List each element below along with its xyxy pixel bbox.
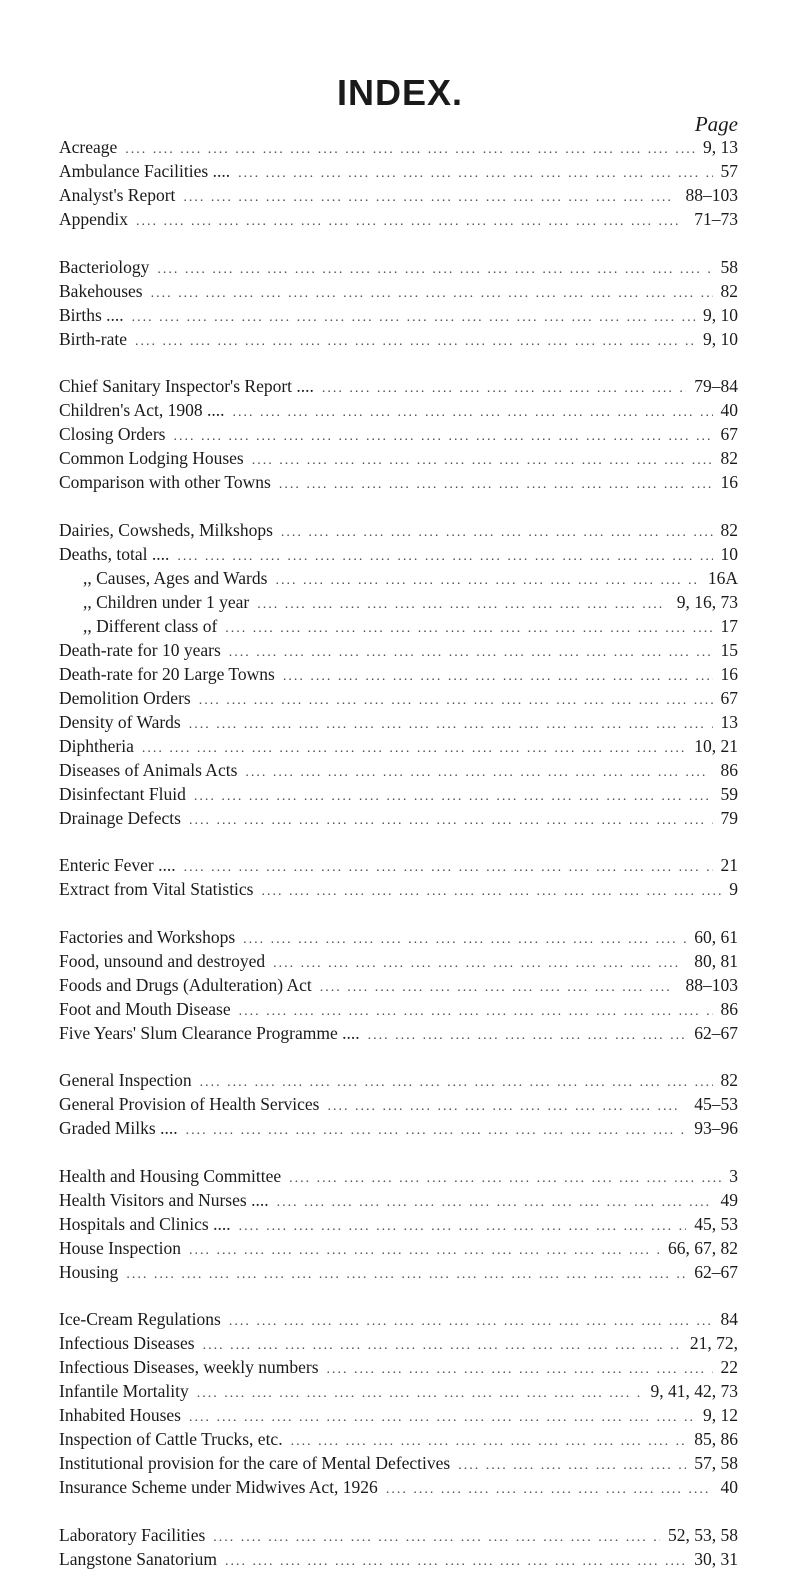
entry-label: Inhabited Houses — [59, 1405, 181, 1425]
index-entry — [59, 734, 738, 758]
dot-leader — [386, 1478, 713, 1499]
dot-leader — [262, 880, 722, 901]
index-entry — [59, 686, 738, 710]
index-entry — [59, 662, 738, 686]
index-group — [59, 1068, 738, 1140]
index-entry — [59, 470, 738, 494]
dot-leader — [279, 473, 713, 494]
entry-pages: 82 — [720, 448, 738, 468]
index-entry — [59, 159, 738, 183]
index-entry — [59, 1260, 738, 1284]
entry-label: Langstone Sanatorium — [59, 1548, 217, 1569]
dot-leader — [327, 1095, 686, 1116]
entry-label: Hospitals and Clinics .... — [59, 1213, 231, 1234]
entry-label: Health Visitors and Nurses .... — [59, 1189, 269, 1210]
entry-pages: 13 — [720, 711, 738, 732]
entry-label: Inspection of Cattle Trucks, etc. — [59, 1429, 283, 1449]
entry-pages: 9, 10 — [703, 328, 738, 349]
entry-label: Demolition Orders — [59, 687, 191, 708]
entry-label: Factories and Workshops — [59, 926, 236, 947]
index-entry — [59, 782, 738, 806]
entry-label: Graded Milks .... — [59, 1118, 178, 1138]
index-entry — [59, 542, 738, 566]
index-list — [59, 135, 738, 1594]
entry-label: Deaths, total .... — [59, 543, 170, 564]
entry-label: House Inspection — [59, 1237, 181, 1258]
entry-label: Bakehouses — [59, 280, 143, 301]
dot-leader — [189, 809, 713, 830]
entry-pages: 67 — [720, 687, 738, 708]
dot-leader — [136, 210, 686, 231]
entry-label: Bacteriology — [59, 256, 150, 277]
entry-label: Comparison with other Towns — [59, 472, 271, 492]
index-entry — [59, 135, 738, 159]
dot-leader — [132, 306, 695, 327]
entry-label: ,, Causes, Ages and Wards — [83, 567, 268, 588]
dot-leader — [257, 593, 669, 614]
dot-leader — [243, 928, 686, 949]
dot-leader — [238, 162, 712, 183]
entry-pages: 82 — [720, 280, 738, 301]
entry-pages: 16 — [720, 663, 738, 684]
entry-pages: 79 — [720, 807, 738, 828]
entry-label: Infantile Mortality — [59, 1381, 189, 1401]
index-entry — [59, 1116, 738, 1140]
index-entry — [59, 255, 738, 279]
dot-leader — [197, 1382, 643, 1403]
entry-label: Death-rate for 20 Large Towns — [59, 663, 275, 684]
dot-leader — [213, 1526, 660, 1547]
index-group — [59, 518, 738, 830]
dot-leader — [183, 186, 677, 207]
index-entry — [59, 614, 738, 638]
index-entry — [59, 398, 738, 422]
entry-pages: 45–53 — [694, 1094, 738, 1114]
entry-label: Foods and Drugs (Adulteration) Act — [59, 974, 312, 995]
entry-pages: 10, 21 — [694, 735, 738, 756]
index-entry — [59, 1092, 738, 1116]
index-entry — [59, 446, 738, 470]
dot-leader — [239, 1215, 687, 1236]
dot-leader — [126, 1263, 686, 1284]
entry-label: Institutional provision for the care of Mental Defectives — [59, 1453, 451, 1473]
entry-pages: 62–67 — [694, 1022, 738, 1043]
entry-label: Infectious Diseases, weekly numbers — [59, 1357, 319, 1377]
dot-leader — [200, 1071, 713, 1092]
entry-label: Dairies, Cowsheds, Milkshops — [59, 519, 273, 540]
index-group — [59, 374, 738, 494]
entry-label: Laboratory Facilities — [59, 1524, 206, 1545]
index-entry — [59, 806, 738, 830]
index-entry — [59, 1475, 738, 1499]
index-entry — [59, 422, 738, 446]
entry-pages: 59 — [720, 783, 738, 804]
entry-pages: 84 — [720, 1309, 738, 1329]
dot-leader — [125, 138, 695, 159]
entry-pages: 52, 53, 58 — [668, 1524, 738, 1545]
index-entry — [59, 997, 738, 1021]
index-entry — [59, 374, 738, 398]
dot-leader — [184, 856, 713, 877]
dot-leader — [320, 976, 678, 997]
index-entry — [59, 566, 738, 590]
entry-label: Diseases of Animals Acts — [59, 759, 238, 780]
page-title: INDEX. — [336, 72, 464, 113]
entry-pages: 10 — [720, 543, 738, 564]
dot-leader — [273, 952, 686, 973]
index-entry — [59, 1403, 738, 1427]
index-group — [59, 1307, 738, 1499]
index-entry — [59, 1188, 738, 1212]
entry-pages: 86 — [720, 998, 738, 1019]
dot-leader — [239, 1000, 713, 1021]
entry-pages: 9, 12 — [703, 1405, 738, 1425]
dot-leader — [142, 737, 686, 758]
index-entry — [59, 1307, 738, 1331]
dot-leader — [283, 665, 713, 686]
entry-pages: 66, 67, 82 — [668, 1237, 738, 1258]
index-entry — [59, 1331, 738, 1355]
dot-leader — [281, 521, 713, 542]
entry-pages: 82 — [720, 519, 738, 540]
dot-leader — [277, 1191, 713, 1212]
dot-leader — [151, 282, 713, 303]
entry-label: Five Years' Slum Clearance Programme .... — [59, 1022, 360, 1043]
dot-leader — [327, 1358, 713, 1379]
entry-pages: 88–103 — [685, 185, 738, 205]
dot-leader — [322, 377, 686, 398]
index-entry — [59, 925, 738, 949]
dot-leader — [458, 1454, 686, 1475]
entry-label: Density of Wards — [59, 711, 181, 732]
entry-label: Insurance Scheme under Midwives Act, 1926 — [59, 1477, 378, 1497]
entry-pages: 49 — [720, 1189, 738, 1210]
index-group — [59, 135, 738, 231]
dot-leader — [291, 1430, 687, 1451]
entry-pages: 40 — [720, 1477, 738, 1497]
entry-label: Closing Orders — [59, 424, 166, 444]
dot-leader — [252, 449, 713, 470]
entry-pages: 17 — [720, 615, 738, 636]
dot-leader — [229, 641, 713, 662]
index-entry — [59, 973, 738, 997]
entry-label: Analyst's Report — [59, 185, 176, 205]
entry-pages: 86 — [720, 759, 738, 780]
entry-pages: 67 — [720, 424, 738, 444]
dot-leader — [225, 1550, 686, 1571]
entry-label: Ice-Cream Regulations — [59, 1309, 221, 1329]
entry-label: ,, Different class of — [83, 615, 218, 636]
index-entry — [59, 327, 738, 351]
index-entry — [59, 1021, 738, 1045]
entry-label: Disinfectant Fluid — [59, 783, 186, 804]
index-entry — [59, 303, 738, 327]
dot-leader — [199, 689, 713, 710]
dot-leader — [189, 1406, 695, 1427]
entry-label: Foot and Mouth Disease — [59, 998, 231, 1019]
entry-pages: 9, 41, 42, 73 — [650, 1381, 738, 1401]
index-entry — [59, 710, 738, 734]
dot-leader — [194, 785, 713, 806]
dot-leader — [177, 545, 712, 566]
entry-pages: 82 — [720, 1070, 738, 1090]
index-entry — [59, 877, 738, 901]
index-entry — [59, 279, 738, 303]
entry-pages: 9, 10 — [703, 304, 738, 325]
entry-pages: 16 — [720, 472, 738, 492]
entry-pages: 45, 53 — [694, 1213, 738, 1234]
index-entry — [59, 1355, 738, 1379]
index-entry — [59, 949, 738, 973]
entry-label: Chief Sanitary Inspector's Report .... — [59, 376, 314, 396]
entry-pages: 9 — [729, 879, 738, 899]
entry-pages: 16A — [707, 567, 738, 588]
index-entry — [59, 518, 738, 542]
entry-pages: 57 — [720, 161, 738, 181]
entry-label: ,, Children under 1 year — [83, 591, 250, 612]
entry-label: Children's Act, 1908 .... — [59, 400, 225, 420]
entry-label: Birth-rate — [59, 328, 128, 349]
entry-pages: 21, 72, — [689, 1333, 738, 1353]
dot-leader — [173, 425, 712, 446]
entry-label: Acreage — [59, 137, 118, 157]
index-entry — [59, 590, 738, 614]
dot-leader — [233, 401, 713, 422]
entry-label: Enteric Fever .... — [59, 855, 176, 875]
dot-leader — [186, 1119, 687, 1140]
entry-label: Food, unsound and destroyed — [59, 950, 266, 971]
index-group — [59, 255, 738, 351]
entry-label: Infectious Diseases — [59, 1333, 195, 1353]
dot-leader — [245, 761, 712, 782]
dot-leader — [135, 330, 695, 351]
entry-label: Ambulance Facilities .... — [59, 161, 231, 181]
dot-leader — [289, 1167, 721, 1188]
index-entry — [59, 207, 738, 231]
index-entry — [59, 183, 738, 207]
index-group — [59, 853, 738, 901]
entry-label: General Inspection — [59, 1070, 192, 1090]
index-entry — [59, 853, 738, 877]
entry-pages: 80, 81 — [694, 950, 738, 971]
entry-pages: 9, 16, 73 — [676, 591, 738, 612]
entry-label: Death-rate for 10 years — [59, 639, 221, 660]
entry-label: Health and Housing Committee — [59, 1165, 282, 1186]
entry-pages: 22 — [720, 1357, 738, 1377]
index-entry — [59, 1547, 738, 1571]
index-entry — [59, 1379, 738, 1403]
dot-leader — [275, 569, 699, 590]
index-entry — [59, 638, 738, 662]
index-entry — [59, 1523, 738, 1547]
dot-leader — [203, 1334, 682, 1355]
entry-pages: 40 — [720, 400, 738, 420]
index-group — [59, 1523, 738, 1571]
index-group — [59, 1164, 738, 1284]
index-entry — [59, 1164, 738, 1188]
entry-pages: 93–96 — [694, 1118, 738, 1138]
entry-pages: 85, 86 — [694, 1429, 738, 1449]
entry-pages: 21 — [720, 855, 738, 875]
entry-label: Births .... — [59, 304, 124, 325]
entry-pages: 79–84 — [694, 376, 738, 396]
index-entry — [59, 1451, 738, 1475]
page-column-label: Page — [694, 112, 738, 136]
index-group — [59, 925, 738, 1045]
entry-pages: 30, 31 — [694, 1548, 738, 1569]
entry-pages: 15 — [720, 639, 738, 660]
entry-label: Drainage Defects — [59, 807, 181, 828]
entry-pages: 60, 61 — [694, 926, 738, 947]
dot-leader — [229, 1310, 713, 1331]
entry-pages: 58 — [720, 256, 738, 277]
index-entry — [59, 1212, 738, 1236]
entry-label: Housing — [59, 1261, 119, 1282]
index-entry — [59, 1427, 738, 1451]
entry-pages: 62–67 — [694, 1261, 738, 1282]
entry-label: General Provision of Health Services — [59, 1094, 320, 1114]
dot-leader — [225, 617, 712, 638]
entry-pages: 71–73 — [694, 209, 738, 229]
entry-pages: 3 — [729, 1165, 738, 1186]
entry-label: Diphtheria — [59, 735, 134, 756]
entry-pages: 9, 13 — [703, 137, 738, 157]
dot-leader — [368, 1024, 687, 1045]
index-entry — [59, 1068, 738, 1092]
dot-leader — [189, 1239, 660, 1260]
entry-label: Appendix — [59, 209, 129, 229]
entry-pages: 88–103 — [685, 974, 738, 995]
entry-label: Extract from Vital Statistics — [59, 879, 254, 899]
entry-label: Common Lodging Houses — [59, 448, 244, 468]
index-entry — [59, 1236, 738, 1260]
index-entry — [59, 758, 738, 782]
dot-leader — [157, 258, 712, 279]
dot-leader — [189, 713, 713, 734]
entry-pages: 57, 58 — [694, 1453, 738, 1473]
